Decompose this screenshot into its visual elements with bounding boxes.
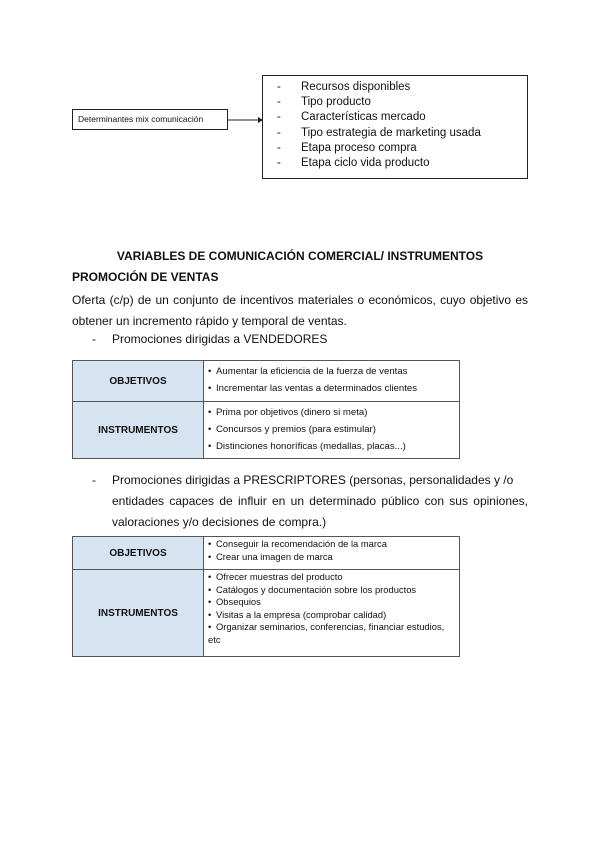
determinantes-box xyxy=(72,109,228,130)
promo-vendedores-line xyxy=(92,332,327,346)
dash-marker: - xyxy=(277,141,281,154)
dash-marker: - xyxy=(277,111,281,124)
factor-item xyxy=(277,156,527,171)
list-item-label: Visitas a la empresa (comprobar calidad) xyxy=(216,608,387,620)
list-item-label: Catálogos y documentación sobre los productos xyxy=(216,583,417,595)
promo-prescriptores-rest: entidades capaces de influir en un determinado público con sus opiniones, valoraciones y/o decisiones de compra.) xyxy=(112,494,528,529)
factor-label: Características mercado xyxy=(301,111,426,124)
instrumentos-header: INSTRUMENTOS xyxy=(73,402,204,459)
factor-item xyxy=(277,126,527,141)
factor-label: Tipo estrategia de marketing usada xyxy=(301,126,481,139)
intro-paragraph: Oferta (c/p) de un conjunto de incentivos materiales o económicos, cuyo objetivo es obtener un incremento rápido y temporal de ventas. xyxy=(72,293,528,328)
prescriptores-table xyxy=(72,536,460,657)
bullet-icon: • xyxy=(208,621,212,632)
dash-marker: - xyxy=(92,473,96,487)
factor-item xyxy=(277,141,527,156)
bullet-icon: • xyxy=(208,383,212,394)
list-item xyxy=(208,438,459,455)
table-row xyxy=(73,361,460,402)
bullet-icon: • xyxy=(208,583,212,595)
promo-prescriptores-paragraph xyxy=(92,470,528,533)
section-title: VARIABLES DE COMUNICACIÓN COMERCIAL/ INSTRUMENTOS xyxy=(116,249,484,263)
list-item xyxy=(208,363,459,380)
factor-label: Recursos disponibles xyxy=(301,81,411,93)
list-item xyxy=(208,621,459,646)
list-item xyxy=(208,538,459,551)
bullet-icon: • xyxy=(208,366,212,377)
list-item-label: Organizar seminarios, conferencias, financiar estudios, etc xyxy=(208,621,445,645)
list-item xyxy=(208,380,459,397)
objetivos-header: OBJETIVOS xyxy=(73,361,204,402)
subsection-title: PROMOCIÓN DE VENTAS xyxy=(72,270,219,284)
list-item xyxy=(208,609,459,622)
instrumentos-header: INSTRUMENTOS xyxy=(73,570,204,657)
list-item-label: Incrementar las ventas a determinados clientes xyxy=(216,383,418,394)
instrumentos-list xyxy=(208,404,459,455)
arrow-right-icon xyxy=(228,112,264,128)
vendedores-table xyxy=(72,360,460,459)
bullet-icon: • xyxy=(208,550,212,562)
instrumentos-list xyxy=(208,571,459,646)
bullet-icon: • xyxy=(208,424,212,435)
bullet-icon: • xyxy=(208,608,212,620)
factor-item xyxy=(277,110,527,125)
list-item xyxy=(208,551,459,564)
list-item xyxy=(208,404,459,421)
instrumentos-cell xyxy=(204,402,460,459)
list-item-label: Ofrecer muestras del producto xyxy=(216,571,343,582)
objetivos-list xyxy=(208,538,459,563)
dash-marker: - xyxy=(277,81,281,93)
dash-marker: - xyxy=(277,126,281,139)
list-item-label: Conseguir la recomendación de la marca xyxy=(216,538,387,549)
objetivos-list xyxy=(208,363,459,397)
instrumentos-cell xyxy=(204,570,460,657)
dash-marker: - xyxy=(92,332,96,346)
factor-item xyxy=(277,80,527,95)
list-item-label: Aumentar la eficiencia de la fuerza de ventas xyxy=(216,366,408,377)
factor-label: Tipo producto xyxy=(301,96,371,109)
promo-vendedores-label: Promociones dirigidas a VENDEDORES xyxy=(112,332,328,346)
objetivos-header: OBJETIVOS xyxy=(73,537,204,570)
factor-item xyxy=(277,95,527,110)
factor-label: Etapa proceso compra xyxy=(301,141,417,154)
list-item-label: Distinciones honoríficas (medallas, placas...) xyxy=(216,441,406,452)
factors-list xyxy=(263,76,527,171)
bullet-icon: • xyxy=(208,407,212,418)
promo-prescriptores-line1: Promociones dirigidas a PRESCRIPTORES (personas, personalidades y /o xyxy=(112,473,514,487)
list-item xyxy=(208,584,459,597)
factors-box xyxy=(262,75,528,179)
list-item-label: Obsequios xyxy=(216,596,261,607)
list-item xyxy=(208,421,459,438)
list-item-label: Prima por objetivos (dinero si meta) xyxy=(216,407,368,418)
bullet-icon: • xyxy=(208,596,212,607)
determinantes-label: Determinantes mix comunicación xyxy=(78,114,204,124)
dash-marker: - xyxy=(277,96,281,109)
list-item xyxy=(208,596,459,609)
dash-marker: - xyxy=(277,157,281,170)
list-item-label: Concursos y premios (para estimular) xyxy=(216,424,376,435)
objetivos-cell xyxy=(204,361,460,402)
list-item-label: Crear una imagen de marca xyxy=(216,550,333,562)
table-row xyxy=(73,537,460,570)
bullet-icon: • xyxy=(208,538,212,549)
factor-label: Etapa ciclo vida producto xyxy=(301,157,430,170)
table-row xyxy=(73,402,460,459)
bullet-icon: • xyxy=(208,441,212,452)
bullet-icon: • xyxy=(208,571,212,582)
objetivos-cell xyxy=(204,537,460,570)
list-item xyxy=(208,571,459,584)
table-row xyxy=(73,570,460,657)
